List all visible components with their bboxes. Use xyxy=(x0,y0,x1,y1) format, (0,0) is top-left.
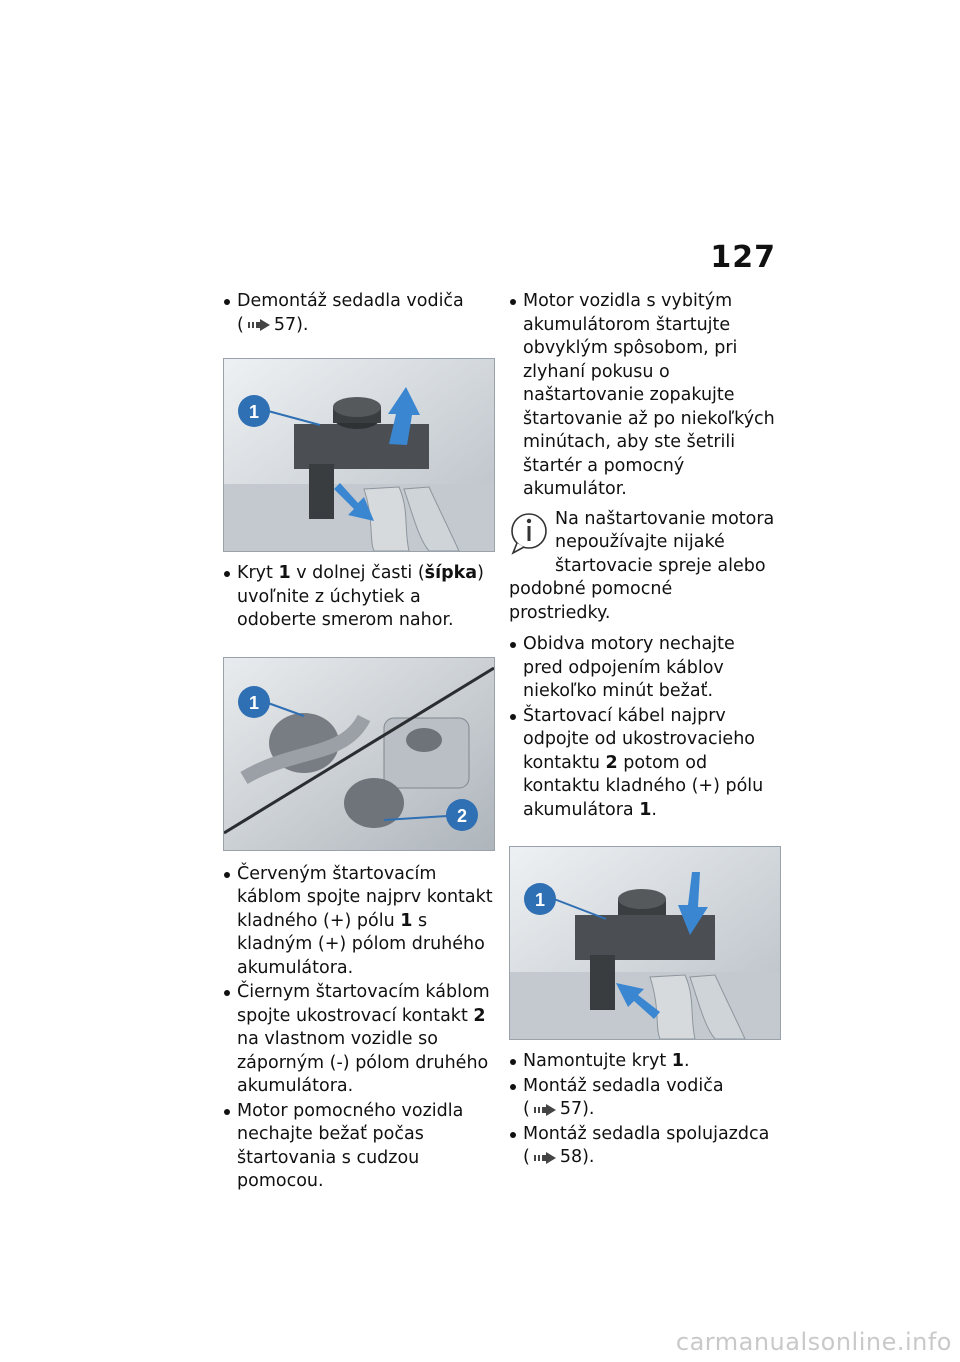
callout-1: 1 xyxy=(534,890,546,910)
figure-cover-removal xyxy=(223,358,495,552)
figure-cover-install xyxy=(509,846,781,1040)
list-item: Namontujte kryt 1. xyxy=(509,1050,779,1074)
list-item: Červeným štartovacím káblom spojte najprv kontakt kladného (+) pólu 1 s kladným (+) pólom druhého akumulátora. xyxy=(223,863,493,981)
watermark: carmanualsonline.info xyxy=(675,1328,952,1356)
left-column xyxy=(223,290,493,1195)
right-column xyxy=(509,290,779,1171)
callout-1: 1 xyxy=(248,402,260,422)
page-ref-arrow-icon xyxy=(248,319,270,331)
list-item: Obidva motory nechajte pred odpojením káblov niekoľko minút bežať. xyxy=(509,633,779,704)
figure-cable-connection xyxy=(223,657,495,851)
list-item: Motor pomocného vozidla nechajte bežať počas štartovania s cudzou pomocou. xyxy=(223,1100,493,1194)
page-number: 127 xyxy=(710,240,776,275)
note-text: Na naštartovanie motora nepoužívajte nijaké štartovacie spreje alebo podobné pomocné prostriedky. xyxy=(509,508,775,623)
page-ref-arrow-icon xyxy=(534,1104,556,1116)
page-ref: 57). xyxy=(273,314,309,335)
list-item: Čiernym štartovacím káblom spojte ukostrovací kontakt 2 na vlastnom vozidle so záporným (-) pólom druhého akumulátora. xyxy=(223,981,493,1099)
cross-reference[interactable]: ( 57). xyxy=(237,314,309,338)
list-item: Motor vozidla s vybitým akumulátorom štartujte obvyklým spôsobom, pri zlyhaní pokusu o naštartovanie zopakujte štartovanie až po niekoľkých minútach, aby ste šetrili štartér a pomocný akumulátor. xyxy=(509,290,779,502)
page-ref-arrow-icon xyxy=(534,1152,556,1164)
cross-reference[interactable]: ( 57). xyxy=(523,1099,595,1119)
info-icon xyxy=(509,510,549,556)
list-item xyxy=(223,290,493,337)
list-item: Štartovací kábel najprv odpojte od ukostrovacieho kontaktu 2 potom od kontaktu kladného (+) pólu akumulátora 1. xyxy=(509,705,779,823)
cross-reference[interactable]: ( 58). xyxy=(523,1147,595,1167)
list-item: Montáž sedadla spolujazdca ( 58). xyxy=(509,1123,779,1170)
item-text: Demontáž sedadla vodiča xyxy=(237,291,464,311)
info-note xyxy=(509,508,779,626)
callout-1: 1 xyxy=(248,692,260,713)
list-item: Montáž sedadla vodiča ( 57). xyxy=(509,1075,779,1122)
callout-2: 2 xyxy=(456,805,468,826)
list-item: Kryt 1 v dolnej časti (šípka) uvoľnite z úchytiek a odoberte smerom nahor. xyxy=(223,562,493,633)
